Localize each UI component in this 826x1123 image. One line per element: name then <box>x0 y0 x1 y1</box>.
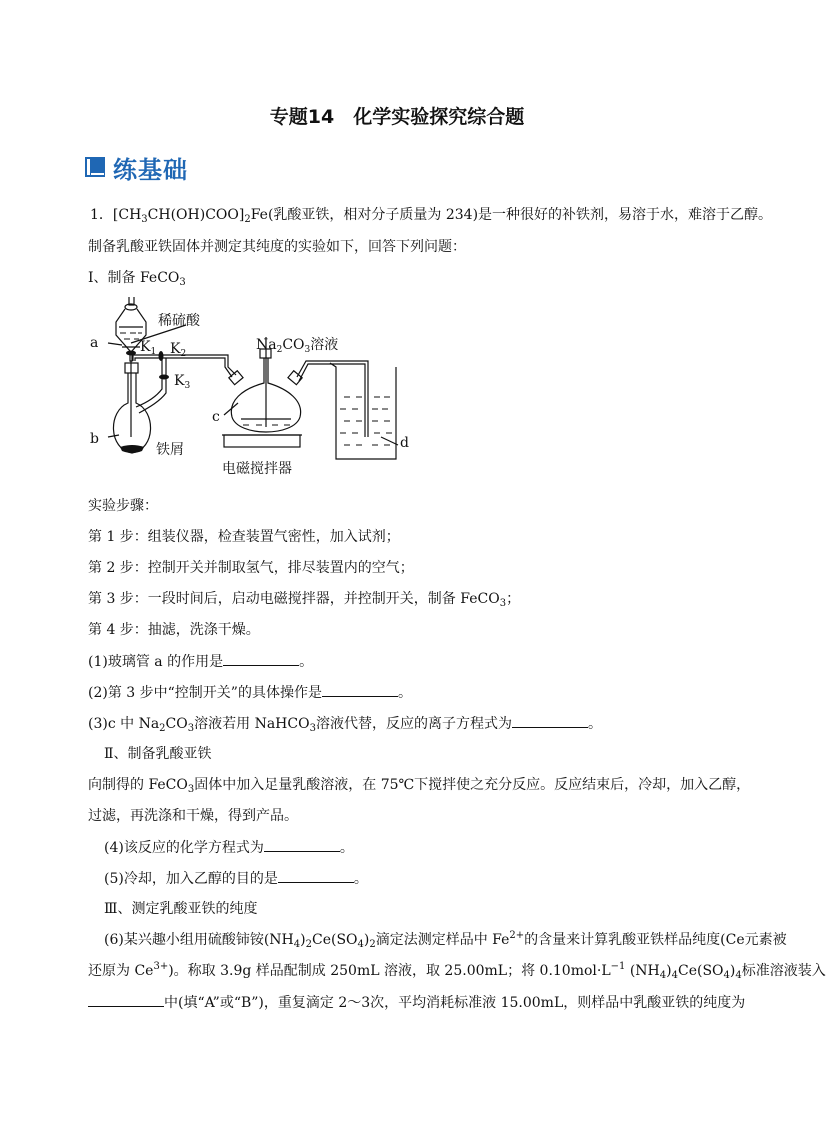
label-a: a <box>90 335 99 351</box>
label-b: b <box>90 431 99 447</box>
question-6: (6)某兴趣小组用硫酸铈铵$(NH_4)_2Ce(SO_4)_2$滴定法测定样品中 $Fe^{2+}$的含量来计算乳酸亚铁样品纯度(Ce元素被 <box>104 930 787 950</box>
question-3: (3)c 中 $Na_2CO_3$溶液若用 NaHCO$_3$溶液代替，反应的离子方程式为 。 <box>88 716 602 734</box>
part3-title: Ⅲ、测定乳酸亚铁的纯度 <box>104 901 258 917</box>
answer-blank[interactable] <box>88 993 164 1007</box>
q1-intro: 1．$[CH_3CH(OH)COO]_2Fe$(乳酸亚铁，相对分子质量为 234)是一种很好的补铁剂，易溶于水，难溶于乙醇。 <box>90 207 773 225</box>
label-stirrer: 电磁搅拌器 <box>222 461 292 477</box>
step-2: 第 2 步：控制开关并制取氢气，排尽装置内的空气； <box>88 560 414 576</box>
step-4: 第 4 步：抽滤，洗涤干燥。 <box>88 622 260 638</box>
step-3: 第 3 步：一段时间后，启动电磁搅拌器，并控制开关，制备 FeCO$_3$； <box>88 591 521 609</box>
label-iron: 铁屑 <box>156 442 184 458</box>
question-6-line-2: 还原为 $Ce^{3+}$)。称取 3.9g 样品配制成 250mL 溶液，取 25.00mL；将 $0.10mol\cdot L^{-1}$ $(NH_4)_4Ce(SO_4)_4$标准溶液装入 <box>88 961 826 981</box>
answer-blank[interactable] <box>223 652 299 666</box>
answer-blank[interactable] <box>278 869 354 883</box>
question-5: (5)冷却，加入乙醇的目的是 。 <box>104 871 368 887</box>
label-d: d <box>400 435 409 451</box>
part2-text-2: 过滤，再洗涤和干燥，得到产品。 <box>88 808 298 824</box>
page-title: 专题14 化学实验探究综合题 <box>269 106 525 128</box>
question-4: (4)该反应的化学方程式为 。 <box>104 840 354 856</box>
step-1: 第 1 步：组装仪器，检查装置气密性，加入试剂； <box>88 529 400 545</box>
label-na2co3: $Na_2CO_3$溶液 <box>256 337 339 355</box>
part1-title: Ⅰ、制备 FeCO$_3$ <box>88 270 186 288</box>
label-c: c <box>212 409 220 425</box>
question-6-line-3: 中(填“A”或“B”)，重复滴定 2～3次，平均消耗标准液 15.00mL，则样品中乳酸亚铁的纯度为 <box>88 993 745 1012</box>
part2-title: Ⅱ、制备乳酸亚铁 <box>104 746 212 762</box>
label-k1: $K_1$ <box>140 339 157 357</box>
q1-intro-2: 制备乳酸亚铁固体并测定其纯度的实验如下，回答下列问题： <box>88 239 466 255</box>
apparatus-diagram <box>86 297 446 489</box>
label-k3: $K_3$ <box>174 373 191 391</box>
answer-blank[interactable] <box>322 683 398 697</box>
section-header <box>84 151 188 183</box>
steps-title: 实验步骤： <box>88 498 158 514</box>
book-icon <box>84 155 108 179</box>
question-2: (2)第 3 步中“控制开关”的具体操作是 。 <box>88 685 412 701</box>
question-1: (1)玻璃管 a 的作用是 。 <box>88 654 314 670</box>
label-k2: $K_2$ <box>170 341 187 359</box>
section-title: 练基础 <box>113 155 188 184</box>
answer-blank[interactable] <box>512 714 588 728</box>
answer-blank[interactable] <box>264 838 340 852</box>
label-acid: 稀硫酸 <box>158 313 200 329</box>
part2-text: 向制得的 FeCO$_3$固体中加入足量乳酸溶液，在 75℃下搅拌使之充分反应。反应结束后，冷却，加入乙醇， <box>88 777 751 795</box>
